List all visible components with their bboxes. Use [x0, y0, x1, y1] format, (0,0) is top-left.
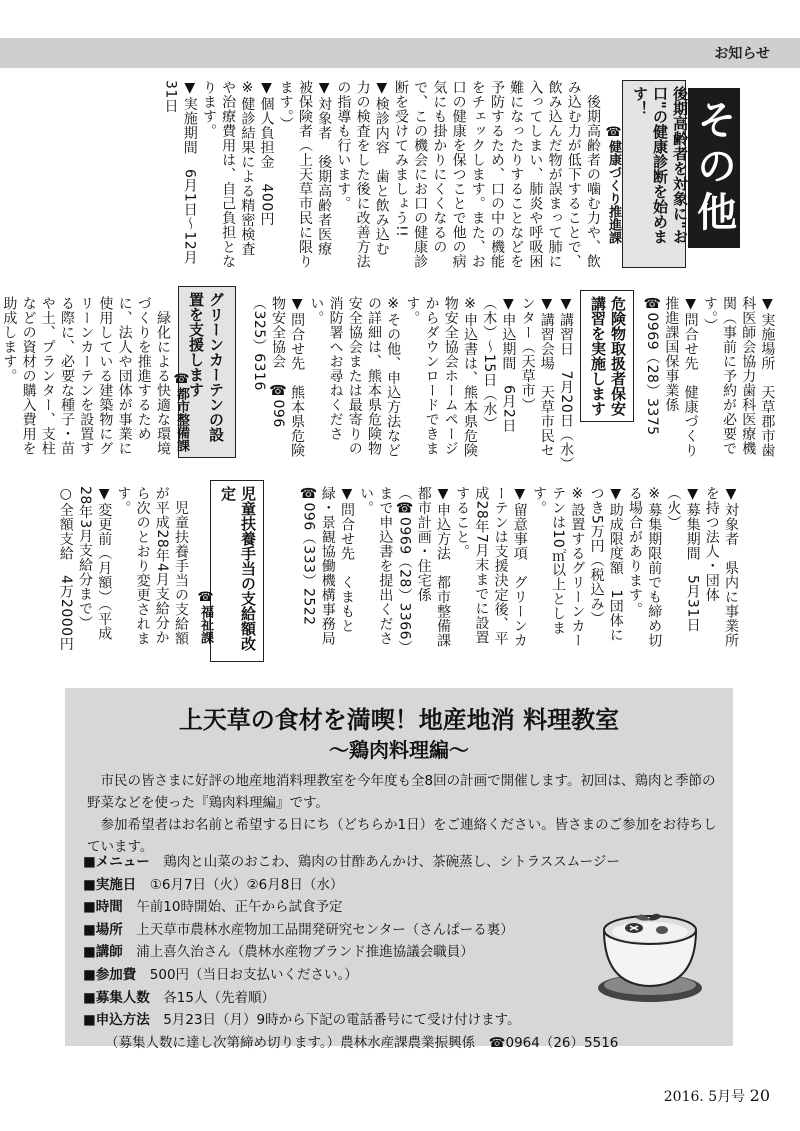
a3-p8: ▼申込方法 都市整備課都市計画・住宅係（☎0969（28）3366）まで申込書を提出ください。 [358, 486, 451, 655]
a2-p4: ※申込書は、熊本県危険物安全協会ホームページからダウンロードできます。 [404, 296, 478, 458]
article1-headline: 後期高齢者を対象に"お口"の健康診断を始めます！ [631, 86, 689, 244]
detail-row-place: ■場所 上天草市農林水産物加工品開発研究センター（さんぱーる裏） [83, 921, 514, 938]
article1-body-cont [642, 296, 776, 466]
detail-row-note: （募集人数に達し次第締め切ります。）農林水産課農業振興係 ☎0964（26）5516 [105, 1034, 619, 1051]
a1-p2: ▼検診内容 歯と飲み込む力の検査をした後に改善方法の指導も行います。 [335, 80, 390, 269]
a3-p4: ※募集期限前でも締め切る場合があります。 [626, 486, 663, 648]
article3-body [1, 296, 172, 466]
page-footer [664, 1086, 770, 1106]
article4-body [57, 486, 190, 656]
chawanmushi-illustration [590, 890, 710, 1010]
article2-headline: 危険物取扱者保安講習を実施します [589, 296, 627, 416]
article3-dept: ☎都市整備課 [174, 372, 189, 452]
a1-p1: 後期高齢者の噛む力や、飲み込む力が低下することで、飲み込んだ物が誤まって肺に入ってしまい、肺炎や呼吸困難になったりすることなどを予防するため、口の中の機能をチェックします。また、お口の健康を保つことで他の病気にも掛かりにくくなるので、この機会にお口の健康診断を受けてみましょう!! [392, 80, 601, 269]
detail-row-apply: ■申込方法 5月23日（月）9時から下記の電話番号にて受け付けます。 [83, 1012, 521, 1029]
detail-row-date: ■実施日 ①6月7日（火）②6月8日（水） [83, 876, 344, 893]
a1-p3: ▼対象者 後期高齢者医療被保険者（上天草市民に限ります。） [277, 80, 333, 269]
a2-p1: ▼講習日 7月20日（水） [558, 296, 574, 472]
detail-row-instructor: ■講師 浦上喜久治さん（農林水産物ブランド推進協議会職員） [83, 944, 474, 961]
a4-p2: ▼変更前（月額）（平成28年3月支給分まで） [76, 486, 113, 641]
a3-p9: ▼問合せ先 くまもと緑・景観協働機構事務局 ☎096（333）2522 [300, 486, 355, 660]
detail-row-capacity: ■募集人数 各15人（先着順） [83, 989, 275, 1006]
a3-p6: ※設置するグリーンカーテンは10㎡以上とします。 [530, 486, 586, 648]
detail-row-time: ■時間 午前10時開始、正午から試食予定 [83, 899, 343, 916]
issue-label: 2016. 5月号 [663, 1089, 746, 1105]
a3-p3: ▼募集期間 5月31日（火） [665, 486, 701, 633]
cooking-title: 上天草の食材を満喫！地産地消 料理教室 [178, 706, 620, 734]
a2-p6: ▼問合せ先 熊本県危険物安全協会 ☎096（325）6316 [250, 296, 306, 458]
cooking-intro-2: 参加希望者はお名前と希望する日にち（どちらか1日）をご連絡ください。皆さまのご参加をお待ちしています。 [87, 817, 717, 855]
article4-headline: 児童扶養手当の支給額改定 [219, 486, 257, 651]
article1-dept: ☎健康づくり推進課 [606, 125, 621, 244]
article1-body [160, 80, 602, 270]
detail-row-fee: ■参加費 500円（当日お支払いください。） [83, 966, 358, 983]
cooking-intro [87, 770, 717, 858]
section-label: お知らせ [714, 46, 770, 62]
section-header-bar [0, 38, 800, 68]
a1-p8: ▼問合せ先 健康づくり推進課国保事業係 ☎0969（28）3375 [644, 296, 699, 458]
article3-headline: グリーンカーテンの設置を支援します [187, 292, 225, 442]
article2-body [250, 296, 575, 472]
a2-p5: ※その他、申込方法などの詳細は、熊本県危険物安全協会または最寄りの消防署へお尋ねください。 [308, 296, 402, 458]
a1-p7: ▼実施場所 天草郡市歯科医師会協力歯科医療機関（事前に予約が必要です。） [701, 296, 776, 458]
a3-p1: 緑化による快適な環境づくりを推進するために、法人や団体が事業に使用している建築物にグリーンカーテンを設置する際に、必要な種子・苗や土、プランター、支柱などの資材の購入費用を助成します。 [1, 296, 171, 456]
a1-p4: ▼個人負担金 400円 [258, 80, 275, 227]
a3-p5: ▼助成限度額 1団体につき5万円（税込み） [588, 486, 624, 643]
a4-p3: ○全額支給 4万2000円 [57, 486, 74, 652]
detail-row-menu: ■メニュー 鶏肉と山菜のおこわ、鶏肉の甘酢あんかけ、茶碗蒸し、シトラススムージー [83, 854, 620, 870]
a3-p7: ▼留意事項 グリーンカーテンは支援決定後、平成28年7月末までに設置すること。 [454, 486, 528, 648]
a1-p5: ※健診結果による精密検査や治療費用は、自己負担となります。 [200, 80, 256, 269]
page-number: 20 [749, 1086, 770, 1105]
article3-body-cont [300, 486, 740, 660]
a1-p6: ▼実施期間 6月1日～12月31日 [162, 80, 198, 265]
cooking-intro-1: 市民の皆さまに好評の地産地消料理教室を今年度も全8回の計画で開催します。初回は、鶏肉と季節の野菜などを使った『鶏肉料理編』です。 [87, 773, 716, 811]
a3-p2: ▼対象者 県内に事業所を持つ法人・団体 [703, 486, 739, 648]
a4-p1: 児童扶養手当の支給額が平成28年4月支給分から次のとおり変更されます。 [115, 486, 189, 646]
section-title: その他 [688, 88, 740, 248]
a2-p2: ▼講習会場 天草市民センター（天草市） [519, 296, 555, 458]
a2-p3: ▼申込期間 6月2日（木）～15日（水） [481, 296, 517, 433]
cooking-subtitle: ～鶏肉料理編～ [329, 738, 469, 762]
article4-dept: ☎福祉課 [198, 590, 213, 644]
